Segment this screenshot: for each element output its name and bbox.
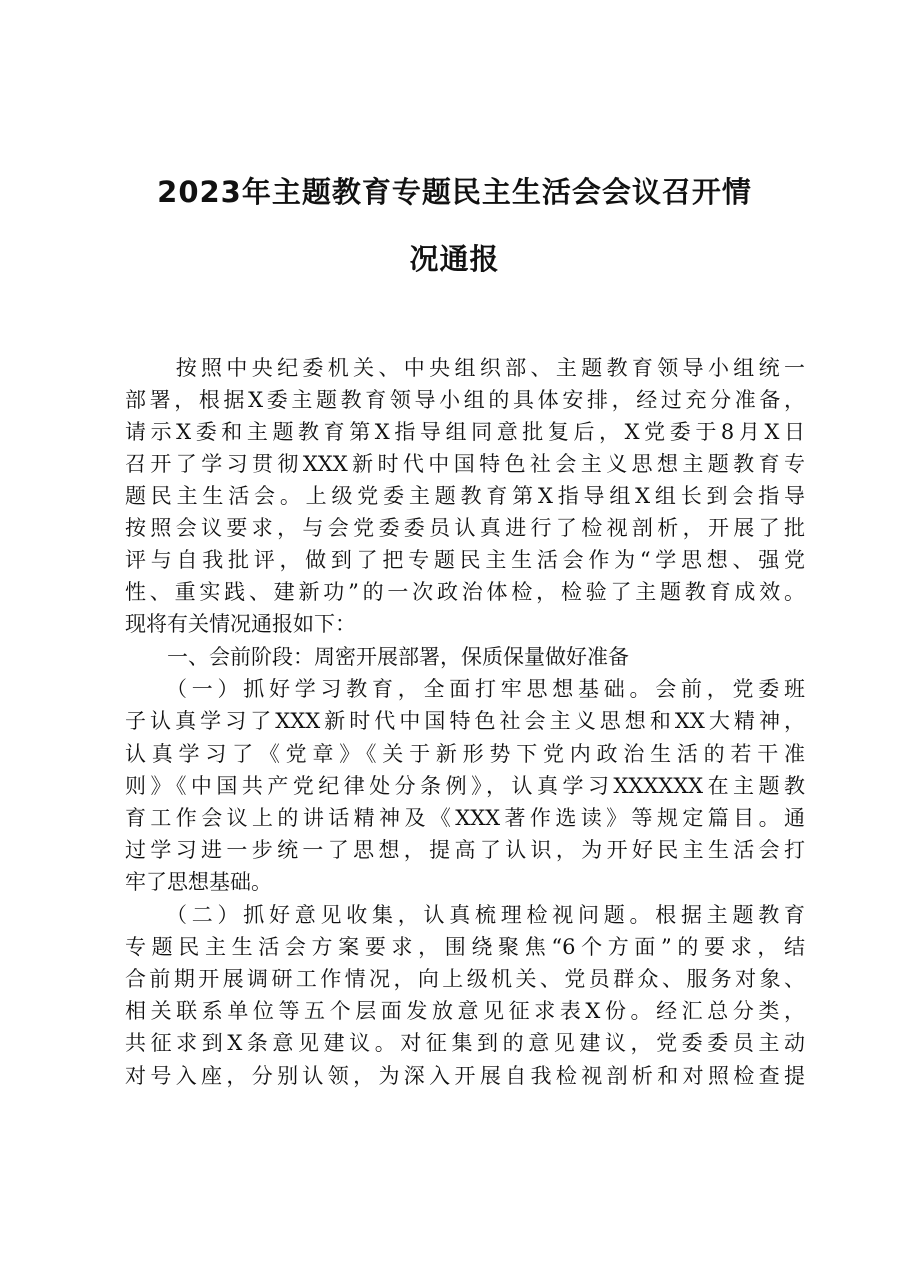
- paragraph-line: 过学习进一步统一了思想，提高了认识，为开好民主生活会打: [125, 838, 805, 862]
- paragraph-line: 评与自我批评，做到了把专题民主生活会作为“学思想、强党: [125, 548, 805, 572]
- paragraph-line: 题民主生活会。上级党委主题教育第X指导组X组长到会指导: [125, 484, 805, 508]
- paragraph-line: 请示X委和主题教育第X指导组同意批复后，X党委于8月X日: [125, 420, 805, 444]
- paragraph-line: 一、会前阶段：周密开展部署，保质保量做好准备: [125, 645, 629, 669]
- paragraph-line: 则》《中国共产党纪律处分条例》，认真学习XXXXXX在主题教: [125, 774, 805, 798]
- paragraph-line: 按照会议要求，与会党委委员认真进行了检视剖析，开展了批: [125, 516, 805, 540]
- paragraph-line: 合前期开展调研工作情况，向上级机关、党员群众、服务对象、: [125, 967, 805, 991]
- document-title-line-1: 2023年主题教育专题民主生活会会议召开情: [157, 175, 752, 209]
- paragraph-line: 现将有关情况通报如下：: [125, 612, 356, 636]
- paragraph-line: 召开了学习贯彻XXX新时代中国特色社会主义思想主题教育专: [125, 452, 805, 476]
- paragraph-line: 专题民主生活会方案要求，围绕聚焦“6个方面”的要求，结: [125, 935, 805, 959]
- paragraph-line: 牢了思想基础。: [125, 870, 272, 894]
- paragraph-line: 子认真学习了XXX新时代中国特色社会主义思想和XX大精神，: [125, 709, 805, 733]
- paragraph-line: 按照中央纪委机关、中央组织部、主题教育领导小组统一: [125, 356, 805, 380]
- paragraph-line: （一）抓好学习教育，全面打牢思想基础。会前，党委班: [125, 677, 805, 701]
- paragraph-line: 性、重实践、建新功”的一次政治体检，检验了主题教育成效。: [125, 580, 805, 604]
- paragraph-line: 育工作会议上的讲话精神及《XXX著作选读》等规定篇目。通: [125, 806, 805, 830]
- paragraph-line: （二）抓好意见收集，认真梳理检视问题。根据主题教育: [125, 903, 805, 927]
- paragraph-line: 共征求到X条意见建议。对征集到的意见建议，党委委员主动: [125, 1031, 805, 1055]
- document-title-line-2: 况通报: [409, 242, 500, 276]
- paragraph-line: 对号入座，分别认领，为深入开展自我检视剖析和对照检查提: [125, 1064, 805, 1088]
- paragraph-line: 相关联系单位等五个层面发放意见征求表X份。经汇总分类，: [125, 999, 805, 1023]
- paragraph-line: 部署，根据X委主题教育领导小组的具体安排，经过充分准备，: [125, 388, 805, 412]
- paragraph-line: 认真学习了《党章》《关于新形势下党内政治生活的若干准: [125, 742, 805, 766]
